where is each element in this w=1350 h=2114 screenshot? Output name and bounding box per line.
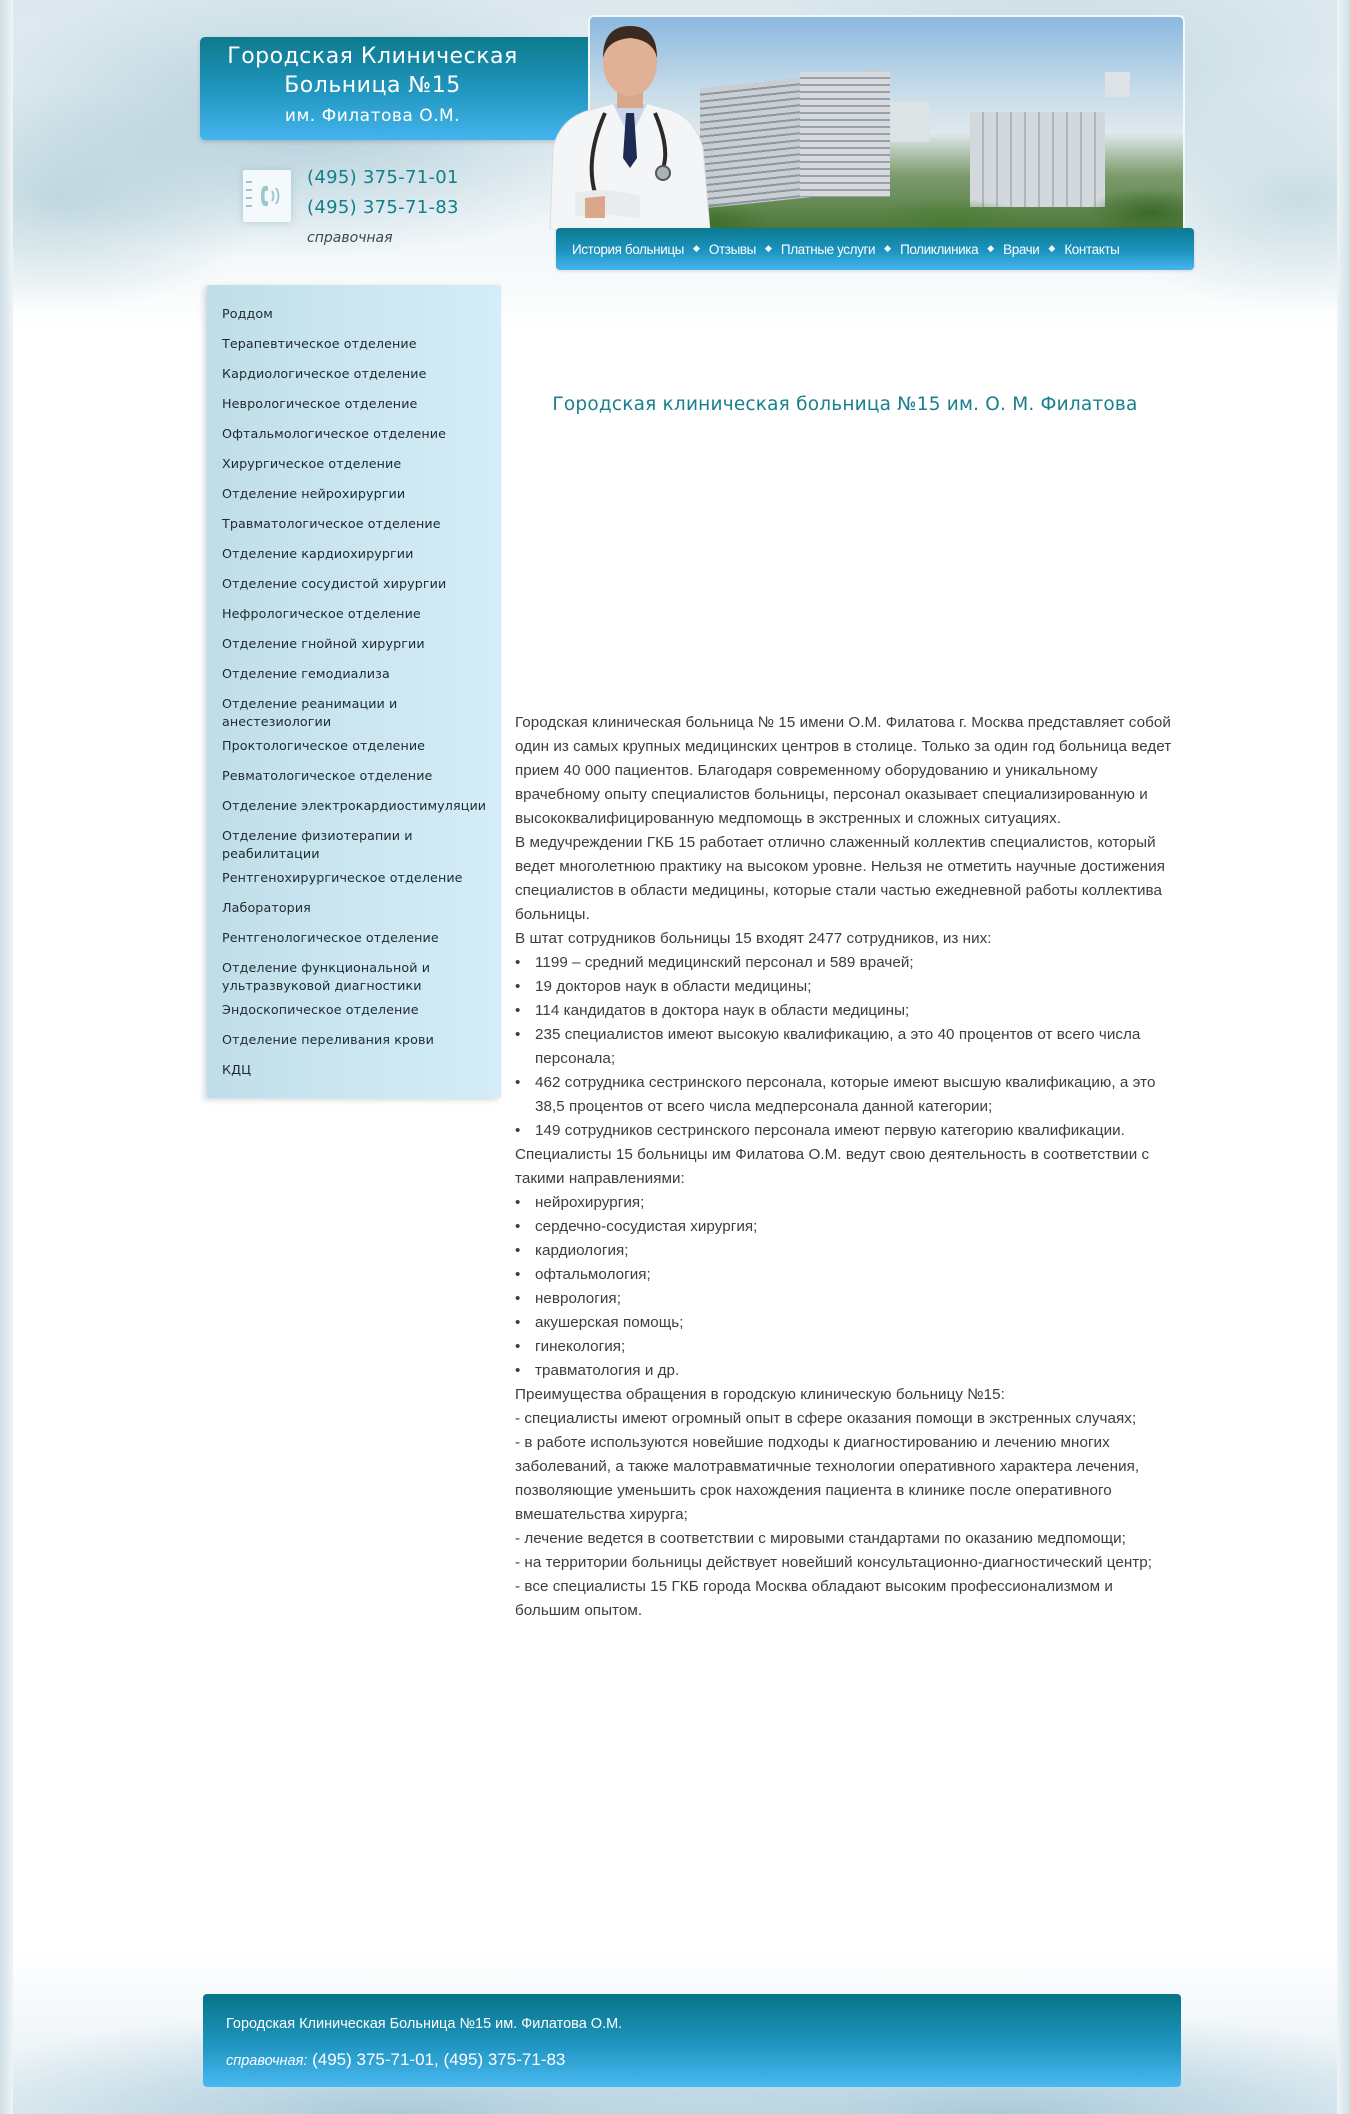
sidebar-item[interactable] [222,635,501,665]
diamond-separator-icon: ◆ [884,244,892,254]
diamond-separator-icon: ◆ [764,244,772,254]
list-item: • гинекология; [515,1335,1180,1359]
team-paragraph: В медучреждении ГКБ 15 работает отлично слаженный коллектив специалистов, который ведет многолетнюю практику на высоком уровне. Нельзя не отметить научные достижения специалистов в области медицины, которые стали частью ежедневной работы коллектива больницы. [515,834,1166,923]
list-item: • кардиология; [515,1239,1180,1263]
sidebar-item-label[interactable]: Отделение сосудистой хирургии [222,576,447,591]
sidebar-item[interactable] [222,665,501,695]
sidebar-item-label[interactable]: Рентгенохирургическое отделение [222,870,463,885]
sidebar-item[interactable] [222,575,501,605]
sidebar-item-label[interactable]: Отделение нейрохирургии [222,486,406,501]
site-logo-title[interactable] [200,37,595,140]
staff-list [515,951,1180,1143]
sidebar-item-label[interactable]: Офтальмологическое отделение [222,426,447,441]
doctor-image [545,18,715,230]
list-item: • 19 докторов наук в области медицины; [515,975,1180,999]
list-item: • нейрохирургия; [515,1191,1180,1215]
sidebar-item-label[interactable]: Отделение физиотерапии и реабилитации [222,828,413,861]
nav-contacts[interactable]: Контакты [1064,241,1120,257]
footer-phones [226,2050,565,2070]
sidebar-item-label[interactable]: Кардиологическое отделение [222,366,427,381]
directions-list [515,1191,1180,1383]
list-item: • травматология и др. [515,1359,1180,1383]
sidebar-item[interactable] [222,797,501,827]
sidebar-item[interactable] [222,365,501,395]
sidebar-item-label[interactable]: Роддом [222,306,273,321]
diamond-separator-icon: ◆ [693,244,700,254]
sidebar-item[interactable] [222,545,501,575]
page-title: Городская клиническая больница №15 им. О. М. Филатова [552,394,1138,415]
sidebar-item-label[interactable]: Эндоскопическое отделение [222,1002,419,1017]
hero-building [1105,72,1130,97]
site-title-line1: Городская Клиническая [227,44,518,69]
sidebar-item-label[interactable]: Рентгенологическое отделение [222,930,439,945]
list-item: • 462 сотрудника сестринского персонала, которые имеют высшую квалификацию, а это 38,5 процентов от всего числа медперсонала данной категории; [515,1071,1180,1119]
sidebar-item-label[interactable]: Отделение гнойной хирургии [222,636,425,651]
sidebar-item-label[interactable]: Отделение функциональной и ультразвуковой диагностики [222,960,431,993]
footer-phone-numbers[interactable]: (495) 375-71-01, (495) 375-71-83 [312,2050,566,2069]
sidebar-item-label[interactable]: Ревматологическое отделение [222,768,433,783]
sidebar-item-label[interactable]: Неврологическое отделение [222,396,418,411]
sidebar-item[interactable] [222,827,432,869]
diamond-separator-icon: ◆ [1048,244,1056,254]
nav-doctors[interactable]: Врачи [1003,241,1040,257]
list-item: • офтальмология; [515,1263,1180,1287]
sidebar-item-label[interactable]: Нефрологическое отделение [222,606,421,621]
list-item: • неврология; [515,1287,1180,1311]
article-body [515,711,1180,1623]
advantage-item: - все специалисты 15 ГКБ города Москва обладают высоким профессионализмом и большим опытом. [515,1578,1113,1619]
sidebar-item[interactable] [222,1031,501,1061]
sidebar-item-label[interactable]: Терапевтическое отделение [222,336,417,351]
nav-history[interactable]: История больницы [572,241,684,257]
sidebar-item[interactable] [222,899,501,929]
sidebar-item-label[interactable]: Проктологическое отделение [222,738,426,753]
sidebar-item[interactable] [222,305,501,335]
sidebar-item-label[interactable]: Отделение переливания крови [222,1032,434,1047]
directions-intro: Специалисты 15 больницы им Филатова О.М. ведут свою деятельность в соответствии с такими направлениями: [515,1146,1150,1187]
advantage-item: - на территории больницы действует новейший консультационно-диагностический центр; [515,1554,1153,1571]
list-item: • акушерская помощь; [515,1311,1180,1335]
advantage-item: - в работе используются новейшие подходы к диагностированию и лечению многих заболеваний, а также малотравматичные технологии оперативного характера лечения, позволяющие уменьшить срок нахождения пациента в клинике после оперативного вмешательства хирурга; [515,1434,1140,1523]
advantages-intro: Преимущества обращения в городскую клиническую больницу №15: [515,1386,1005,1403]
advantage-item: - специалисты имеют огромный опыт в сфере оказания помощи в экстренных случаях; [515,1410,1137,1427]
intro-paragraph: Городская клиническая больница № 15 имени О.М. Филатова г. Москва представляет собой один из самых крупных медицинских центров в столице. Только за один год больница ведет прием 40 000 пациентов. Благодаря современному оборудованию и уникальному врачебному опыту специалистов больницы, персонал оказывает специализированную и высококвалифицированную медпомощь в экстренных и сложных ситуациях. [515,714,1172,827]
sidebar-departments [207,285,501,1098]
sidebar-item-label[interactable]: Лаборатория [222,900,311,915]
sidebar-item-label[interactable]: КДЦ [222,1062,252,1077]
sidebar-item[interactable] [222,1061,501,1091]
phone-book-icon [243,170,291,222]
sidebar-item[interactable] [222,335,501,365]
list-item: • 114 кандидатов в доктора наук в области медицины; [515,999,1180,1023]
diamond-separator-icon: ◆ [987,244,995,254]
sidebar-item[interactable] [222,737,501,767]
nav-reviews[interactable]: Отзывы [708,241,756,257]
sidebar-item-label[interactable]: Травматологическое отделение [222,516,441,531]
site-title-line2: Больница №15 [284,73,461,98]
sidebar-item[interactable] [222,425,501,455]
list-item: • 235 специалистов имеют высокую квалификацию, а это 40 процентов от всего числа персонала; [515,1023,1180,1071]
footer-phone-label: справочная: [226,2053,308,2069]
sidebar-item[interactable] [222,767,501,797]
sidebar-item-label[interactable]: Хирургическое отделение [222,456,402,471]
page-side-right [1337,0,1350,2114]
list-item: • 149 сотрудников сестринского персонала имеют первую категорию квалификации. [515,1119,1180,1143]
nav-polyclinic[interactable]: Поликлиника [900,241,979,257]
sidebar-item[interactable] [222,929,501,959]
top-navigation [556,228,1194,270]
sidebar-item-label[interactable]: Отделение гемодиализа [222,666,390,681]
list-item: • 1199 – средний медицинский персонал и 589 врачей; [515,951,1180,975]
sidebar-item[interactable] [222,395,501,425]
phone-number-1[interactable]: (495) 375-71-01 [307,167,459,188]
advantage-item: - лечение ведется в соответствии с мировыми стандартами по оказанию медпомощи; [515,1530,1126,1547]
staff-intro: В штат сотрудников больницы 15 входят 2477 сотрудников, из них: [515,930,992,947]
sidebar-item[interactable] [222,455,501,485]
sidebar-item[interactable] [222,515,501,545]
sidebar-item[interactable] [222,605,501,635]
sidebar-item[interactable] [222,959,452,1001]
footer-hospital-name: Городская Клиническая Больница №15 им. Филатова О.М. [226,2016,623,2032]
phone-number-2[interactable]: (495) 375-71-83 [307,197,459,218]
page-side-left [0,0,13,2114]
list-item: • сердечно-сосудистая хирургия; [515,1215,1180,1239]
sidebar-item[interactable] [222,869,501,899]
site-title-line3: им. Филатова О.М. [284,106,461,126]
phone-caption: справочная [307,230,393,246]
site-footer [203,1994,1181,2087]
sidebar-item-label[interactable]: Отделение реанимации и анестезиологии [222,696,398,729]
sidebar-item-label[interactable]: Отделение кардиохирургии [222,546,414,561]
sidebar-item[interactable] [222,485,501,515]
nav-paid-services[interactable]: Платные услуги [780,241,876,257]
sidebar-item-label[interactable]: Отделение электрокардиостимуляции [222,798,487,813]
sidebar-item[interactable] [222,695,422,737]
sidebar-item[interactable] [222,1001,501,1031]
